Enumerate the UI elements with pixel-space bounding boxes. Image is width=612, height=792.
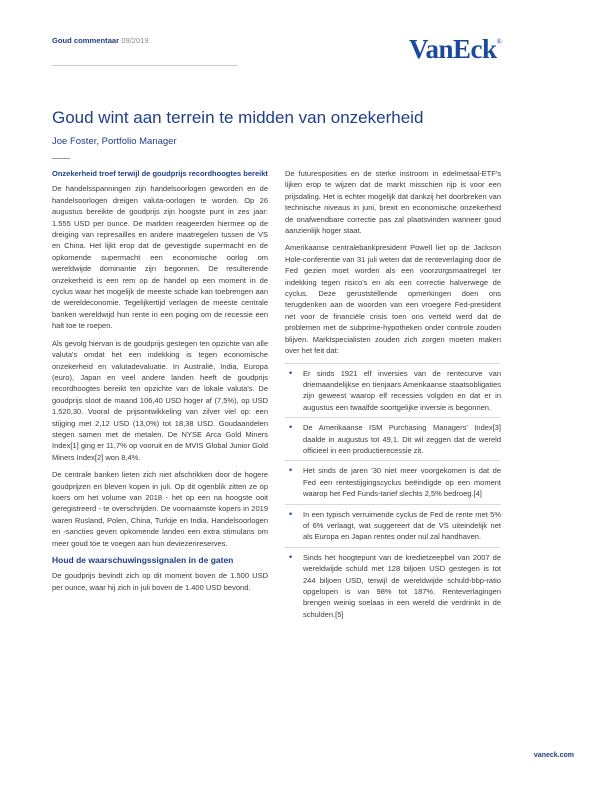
list-item-text: Er sinds 1921 elf inversies van de rentecurve van driemaandelijkse en tienjaars Amerikaanse staatsobligaties zijn geweest waarop elf recessies volgden en dat er in augustus een twaalfde soortgelijke inversie is begonnen. — [303, 368, 501, 412]
logo-text: VanEck — [409, 34, 497, 64]
list-item — [285, 417, 501, 460]
vaneck-logo — [409, 34, 501, 65]
list-item — [285, 363, 501, 418]
document-header — [52, 36, 238, 66]
left-column — [52, 168, 268, 599]
right-column — [285, 168, 501, 624]
bullet-icon: • — [289, 367, 293, 378]
list-item-text: Het sinds de jaren '30 niet meer voorgekomen is dat de Fed een rentestijgingscyclus beëindigde op een moment waarop het Fed Funds-tarief slechts 2,5% bedroeg.[4] — [303, 466, 501, 499]
paragraph: De handelsspanningen zijn handelsoorlogen geworden en de handelsoorlogen dreigen valuta-oorlogen te worden. Op 26 augustus bereikte de goudprijs zijn hoogste punt in zes jaar: 1.555 USD per ounce. De markten reageerden hiermee op de dreiging van represailles en andere maatregelen tussen de VS en China. Het lijkt erop dat de gevestigde supermacht en de opkomende supermacht een economische oorlog om wereldwijde dominantie zijn begonnen. De resulterende onzekerheid is een rem op de handel op een moment in de cyclus waar het mogelijk de meeste schade kan toebrengen aan de wereldeconomie. Tegelijkertijd verlagen de meeste centrale banken wereldwijd hun rente in een poging om de recessie een halt toe te roepen. — [52, 184, 268, 331]
section-heading-2: Houd de waarschuwingssignalen in de gaten — [52, 555, 234, 565]
bullet-icon: • — [289, 508, 293, 519]
author-line: Joe Foster, Portfolio Manager — [52, 136, 177, 147]
bullet-list — [285, 363, 501, 625]
list-item-text: In een typisch verruimende cyclus de Fed de rente met 5% of 6% verlaagt, wat suggereert dat de VS uiteindelijk net als Europa en Japan rentes onder nul zal handhaven. — [303, 509, 501, 542]
paragraph: De centrale banken lieten zich niet afschrikken door de hogere goudprijzen en bleven kopen in juli. Op dit ogenblik zitten ze op koers om het volume van 2018 - het op een na hoogste ooit geregistreerd - te overschrijden. De voornaamste kopers in 2019 waren Rusland, Polen, China, Turkije en India. Handelsoorlogen en -sancties geven opkomende landen een extra stimulans om meer goud toe te voegen aan hun deviezenreserves. — [52, 470, 268, 548]
bullet-icon: • — [289, 465, 293, 476]
bullet-icon: • — [289, 422, 293, 433]
registered-mark: ® — [496, 38, 502, 46]
list-item — [285, 547, 501, 624]
section-heading: Onzekerheid troef terwijl de goudprijs recordhoogtes bereikt — [52, 169, 268, 178]
list-item — [285, 504, 501, 547]
paragraph: De futuresposities en de sterke instroom in edelmetaal-ETF's lijken erop te wijzen dat de markt misschien rijp is voor een prijsdaling. Het is echter mogelijk dat dankzij het doorbreken van technische niveaus in juni, brexit en economische onzekerheid de onafwendbare correctie pas zal plaatsvinden wanneer goud aanzienlijk hoger staat. — [285, 169, 501, 236]
paragraph: Als gevolg hiervan is de goudprijs gestegen ten opzichte van alle valuta's omdat het een indekking is tegen economische onzekerheid en valutadevaluatie. In Australië, India, Europa (euro), Japan en veel andere landen heeft de goudprijs recordhoogtes bereikt ten opzichte van de lokale valuta's. De goudprijs sloot de maand 106,40 USD hoger af (7,5%), op USD 1.520,30. Vooral de prijsontwikkeling van zilver viel op: een stijging met 2,12 USD (13,0%) tot 18,38 USD. Goudaandelen stegen samen met de metalen. De NYSE Arca Gold Miners Index[1] ging er 11,7% op vooruit en de MVIS Global Junior Gold Miners Index[2] won 8,4%. — [52, 338, 268, 462]
bullet-icon: • — [289, 551, 293, 562]
title-divider — [52, 158, 70, 159]
paragraph: De goudprijs bevindt zich op dit moment boven de 1.500 USD per ounce, waar hij zich in juli boven de 1.400 USD bevond. — [52, 571, 268, 592]
footer-website-link[interactable]: vaneck.com — [533, 752, 574, 759]
list-item-text: Sinds het hoogtepunt van de kredietzeepbel van 2007 de wereldwijde schuld met 128 biljoen USD gestegen is tot 244 biljoen USD, terwijl de wereldwijde schuld-bbp-ratio opgelopen is van 98% tot 187%. Renteverlagingen brengen weinig soelaas in een wereld die verdrinkt in de schulden.[5] — [303, 552, 501, 619]
list-item-text: De Amerikaanse ISM Purchasing Managers' Index[3] daalde in augustus tot 49,1. Dit wil zeggen dat de wereld officieel in een productierecessie zit. — [303, 423, 501, 455]
page-title: Goud wint aan terrein te midden van onzekerheid — [52, 108, 424, 127]
list-item — [285, 460, 501, 503]
header-date: 09/2019 — [121, 36, 149, 45]
header-label: Goud commentaar — [52, 36, 120, 45]
paragraph: Amerikaanse centralebankpresident Powell liet op de Jackson Hole-conferentie van 31 juli weten dat de renteverlaging door de Fed gezien moet worden als een voorzorgsmaatregel ter indekking tegen risico's en als een correctie halverwege de cyclus. Deze geruststellende opmerkingen doen ons terugdenken aan de woorden van een vroegere Fed-president net voor de financiële crisis toen ons verteld werd dat de problemen met de subprime-hypotheken onder controle zouden blijven. Marktspecialisten zouden zich zorgen moeten maken over het feit dat: — [285, 243, 501, 356]
